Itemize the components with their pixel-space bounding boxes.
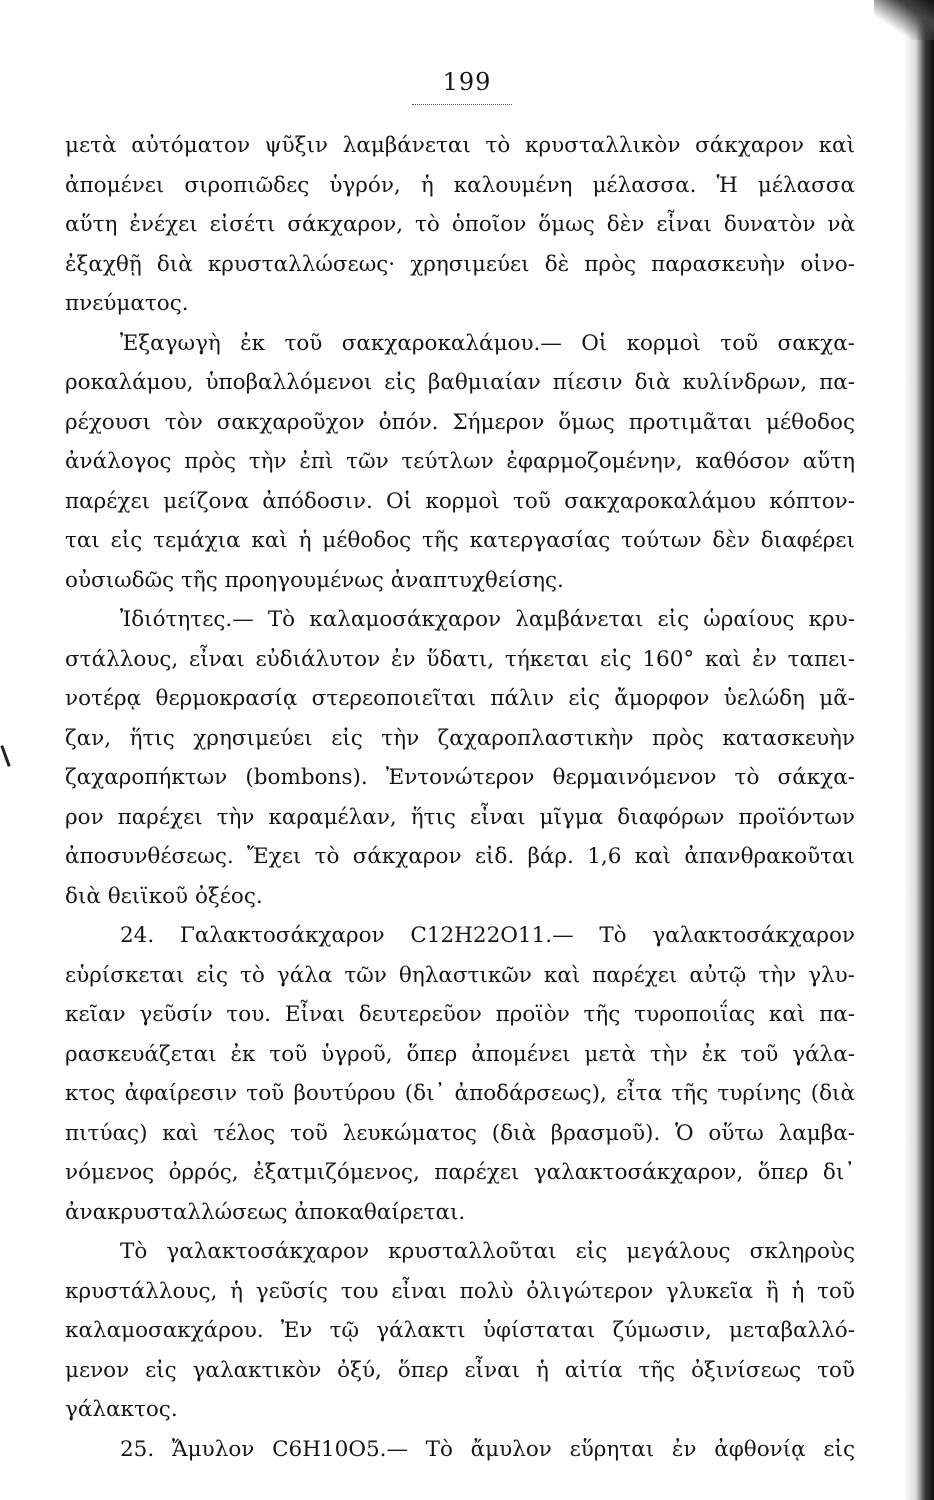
page-number: 199 — [442, 68, 492, 96]
header-rule — [412, 104, 512, 105]
text-line: ἀποσυνθέσεως. Ἔχει τὸ σάκχαρον εἰδ. βάρ. 1,6 καὶ ἀπανθρακοῦται — [65, 844, 855, 869]
text-line: οὐσιωδῶς τῆς προηγουμένως ἀναπτυχθείσης. — [65, 567, 564, 593]
body-text — [65, 126, 855, 1469]
text-line: κεῖαν γεῦσίν του. Εἶναι δευτερεῦον προϊὸν τῆς τυροποιΐας καὶ πα- — [65, 1002, 855, 1027]
text-line: καλαμοσακχάρου. Ἐν τῷ γάλακτι ὑφίσταται ζύμωσιν, μεταβαλλό- — [65, 1318, 855, 1343]
text-line: κτος ἀφαίρεσιν τοῦ βουτύρου (δι᾽ ἀποδάρσεως), εἶτα τῆς τυρίνης (διὰ — [65, 1081, 855, 1106]
text-line: πιτύας) καὶ τέλος τοῦ λευκώματος (διὰ βρασμοῦ). Ὁ οὕτω λαμβα- — [65, 1120, 855, 1146]
text-line: ται εἰς τεμάχια καὶ ἡ μέθοδος τῆς κατεργασίας τούτων δὲν διαφέρει — [65, 528, 855, 553]
text-line: διὰ θειϊκοῦ ὀξέος. — [65, 883, 263, 909]
text-line: 24. Γαλακτοσάκχαρον C12H22O11.— Τὸ γαλακτοσάκχαρον — [120, 923, 855, 948]
text-line: ἀνάλογος πρὸς τὴν ἐπὶ τῶν τεύτλων ἐφαρμοζομένην, καθόσον αὕτη — [65, 449, 855, 474]
text-line: ἐξαχθῇ διὰ κρυσταλλώσεως· χρησιμεύει δὲ πρὸς παρασκευὴν οἰνο- — [65, 251, 855, 277]
text-line: παρέχει μείζονα ἀπόδοσιν. Οἱ κορμοὶ τοῦ σακχαροκαλάμου κόπτον- — [65, 488, 855, 514]
text-line: γάλακτος. — [65, 1397, 178, 1422]
text-line: ρασκευάζεται ἐκ τοῦ ὑγροῦ, ὅπερ ἀπομένει μετὰ τὴν ἐκ τοῦ γάλα- — [65, 1041, 855, 1067]
text-line: μετὰ αὐτόματον ψῦξιν λαμβάνεται τὸ κρυσταλλικὸν σάκχαρον καὶ — [65, 133, 855, 158]
text-line: νοτέρᾳ θερμοκρασίᾳ στερεοποιεῖται πάλιν εἰς ἄμορφον ὑελώδη μᾶ- — [65, 686, 855, 711]
text-line: Ἐξαγωγὴ ἐκ τοῦ σακχαροκαλάμου.— Οἱ κορμοὶ τοῦ σακχα- — [120, 330, 855, 356]
text-line: μενον εἰς γαλακτικὸν ὀξύ, ὅπερ εἶναι ἡ αἰτία τῆς ὀξινίσεως τοῦ — [65, 1357, 855, 1383]
text-line: ρέχουσι τὸν σακχαροῦχον ὀπόν. Σήμερον ὅμως προτιμᾶται μέθοδος — [65, 409, 855, 435]
text-line: 25. Ἄμυλον C6H10O5.— Τὸ ἄμυλον εὕρηται ἐν ἀφθονίᾳ εἰς — [120, 1436, 855, 1462]
text-line: κρυστάλλους, ἡ γεῦσίς του εἶναι πολὺ ὀλιγώτερον γλυκεῖα ἢ ἡ τοῦ — [65, 1278, 855, 1304]
text-line: πνεύματος. — [65, 291, 189, 316]
text-line: ρον παρέχει τὴν καραμέλαν, ἥτις εἶναι μῖγμα διαφόρων προϊόντων — [65, 804, 855, 830]
text-line: νόμενος ὀρρός, ἐξατμιζόμενος, παρέχει γαλακτοσάκχαρον, ὅπερ δι᾽ — [65, 1160, 855, 1185]
page-corner-shadow — [874, 0, 934, 40]
text-line: ζαν, ἥτις χρησιμεύει εἰς τὴν ζαχαροπλαστικὴν πρὸς κατασκευὴν — [65, 725, 855, 751]
text-line: εὑρίσκεται εἰς τὸ γάλα τῶν θηλαστικῶν καὶ παρέχει αὐτῷ τὴν γλυ- — [65, 962, 855, 988]
text-line: αὕτη ἐνέχει εἰσέτι σάκχαρον, τὸ ὁποῖον ὅμως δὲν εἶναι δυνατὸν νὰ — [65, 212, 855, 237]
text-line: ροκαλάμου, ὑποβαλλόμενοι εἰς βαθμιαίαν πίεσιν διὰ κυλίνδρων, πα- — [65, 370, 855, 395]
text-line: ἀνακρυσταλλώσεως ἀποκαθαίρεται. — [65, 1199, 466, 1225]
text-line: Τὸ γαλακτοσάκχαρον κρυσταλλοῦται εἰς μεγάλους σκληροὺς — [120, 1239, 855, 1264]
margin-mark — [0, 745, 10, 767]
text-line: ζαχαροπήκτων (bombons). Ἐντονώτερον θερμαινόμενον τὸ σάκχα- — [65, 765, 855, 790]
text-line: ἀπομένει σιροπιῶδες ὑγρόν, ἡ καλουμένη μέλασσα. Ἡ μέλασσα — [65, 172, 855, 198]
page-edge-shadow — [904, 0, 934, 1500]
text-line: στάλλους, εἶναι εὐδιάλυτον ἐν ὕδατι, τήκεται εἰς 160° καὶ ἐν ταπει- — [65, 646, 855, 672]
text-line: Ἰδιότητες.— Τὸ καλαμοσάκχαρον λαμβάνεται εἰς ὡραίους κρυ- — [120, 607, 855, 632]
